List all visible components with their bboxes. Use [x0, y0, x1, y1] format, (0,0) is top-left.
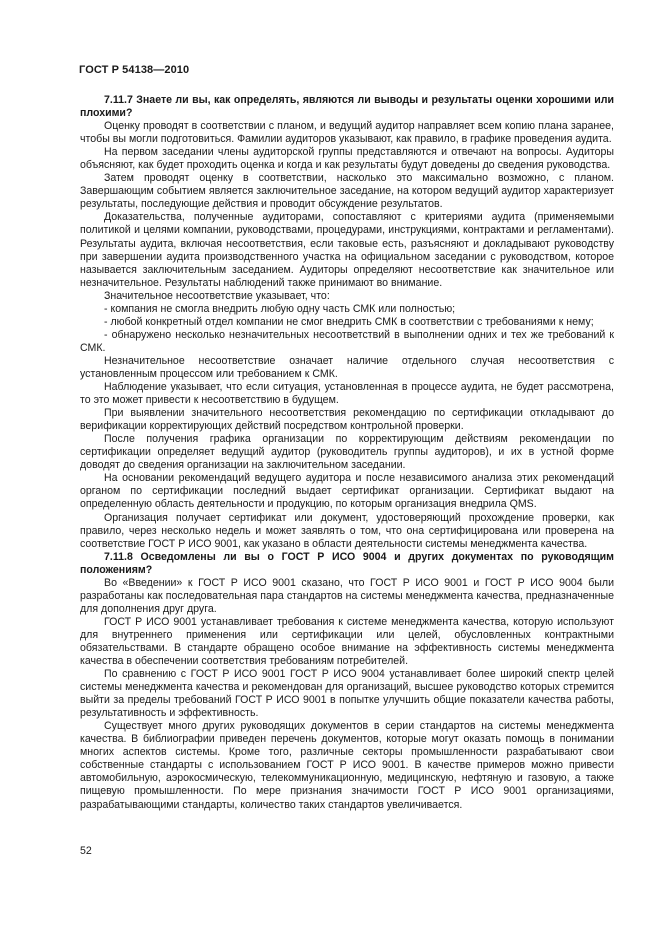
document-header: ГОСТ Р 54138—2010 [79, 64, 190, 76]
paragraph: - компания не смогла внедрить любую одну часть СМК или полностью; [104, 302, 456, 315]
paragraph: Наблюдение указывает, что если ситуация, установленная в процессе аудита, не будет рассмотрена, то это может привести к несоответствию в будущем. [80, 381, 614, 407]
paragraph: Значительное несоответствие указывает, что: [104, 289, 330, 302]
paragraph: После получения графика организации по корректирующим действиям рекомендации по сертификации определяет ведущий аудитор (руководитель группы аудиторов), и их в устной форме доводят до сведения организации на заключительном заседании. [80, 433, 614, 472]
paragraph: При выявлении значительного несоответствия рекомендацию по сертификации откладывают до верификации корректирующих действий посредством контрольной проверки. [80, 407, 614, 433]
paragraph: На первом заседании члены аудиторской группы представляются и отвечают на вопросы. Аудиторы объясняют, как будет проходить оценка и когда и как результаты будут доведены до сведения руководства. [80, 146, 614, 172]
paragraph: По сравнению с ГОСТ Р ИСО 9001 ГОСТ Р ИСО 9004 устанавливает более широкий спектр целей системы менеджмента качества и рекомендован для организаций, высшее руководство которых стремится выйти за пределы требований ГОСТ Р ИСО 9001 в попытке улучшить общие показатели качества работы, результативность и эффективность. [80, 668, 614, 720]
paragraph: Существует много других руководящих документов в серии стандартов на системы менеджмента качества. В библиографии приведен перечень документов, которые могут оказать помощь в понимании многих аспектов системы. Кроме того, различные секторы промышленности разрабатывают свои собственные стандарты с использованием ГОСТ Р ИСО 9001. В качестве примеров можно привести автомобильную, аэрокосмическую, телекоммуникационную, медицинскую, нефтяную и газовую, а также пищевую промышленности. По мере признания значимости ГОСТ Р ИСО 9001 организациями, разрабатывающими стандарты, количество таких стандартов увеличивается. [80, 720, 614, 811]
page-number: 52 [80, 845, 92, 857]
section-heading: 7.11.7 Знаете ли вы, как определять, являются ли выводы и результаты оценки хорошими или плохими? [80, 94, 614, 120]
paragraph: Затем проводят оценку в соответствии, насколько это максимально возможно, с планом. Завершающим событием является заключительное заседание, на котором ведущий аудитор характеризует результаты, последующие действия и проводит обсуждение результатов. [80, 172, 614, 211]
paragraph: - обнаружено несколько незначительных несоответствий в выполнении одних и тех же требований к СМК. [80, 328, 614, 354]
document-body [80, 94, 614, 812]
paragraph: Во «Введении» к ГОСТ Р ИСО 9001 сказано, что ГОСТ Р ИСО 9001 и ГОСТ Р ИСО 9004 были разработаны как последовательная пара стандартов на системы менеджмента качества, предназначенные для дополнения друг друга. [80, 576, 614, 615]
paragraph: Незначительное несоответствие означает наличие отдельного случая несоответствия с установленным процессом или требованием к СМК. [80, 354, 614, 380]
paragraph: Оценку проводят в соответствии с планом, и ведущий аудитор направляет всем копию плана заранее, чтобы вы могли подготовиться. Фамилии аудиторов указывают, как правило, в графике проведения аудита. [80, 120, 614, 146]
paragraph: Доказательства, полученные аудиторами, сопоставляют с критериями аудита (применяемыми политикой и целями компании, руководствами, процедурами, инструкциями, контрактами и регламентами). Результаты аудита, включая несоответствия, если таковые есть, разъясняют и докладывают руководству при завершении аудита производственного участка на официальном заседании с руководством, которое называется заключительным заседанием. Аудиторы определяют несоответствие как значительное или незначительное. Результаты наблюдений также принимают во внимание. [80, 211, 614, 289]
paragraph: Организация получает сертификат или документ, удостоверяющий прохождение проверки, как правило, через несколько недель и может заявлять о том, что она сертифицирована или проверена на соответствие ГОСТ Р ИСО 9001, как указано в области деятельности системы менеджмента качества. [80, 511, 614, 550]
section-heading: 7.11.8 Осведомлены ли вы о ГОСТ Р ИСО 9004 и других документах по руководящим положениям? [80, 550, 614, 576]
paragraph: На основании рекомендаций ведущего аудитора и после независимого анализа этих рекомендаций органом по сертификации последний выдает сертификат организации. Сертификат выдают на определенную область деятельности и продукцию, по которым организация внедрила QMS. [80, 472, 614, 511]
paragraph: ГОСТ Р ИСО 9001 устанавливает требования к системе менеджмента качества, которую используют для внутреннего применения или сертификации или целей, обусловленных контрактными обязательствами. В стандарте обращено особое внимание на эффективность системы менеджмента качества в обеспечении соответствия требованиям потребителей. [80, 615, 614, 668]
paragraph: - любой конкретный отдел компании не смог внедрить СМК в соответствии с требованиями к нему; [104, 315, 594, 328]
